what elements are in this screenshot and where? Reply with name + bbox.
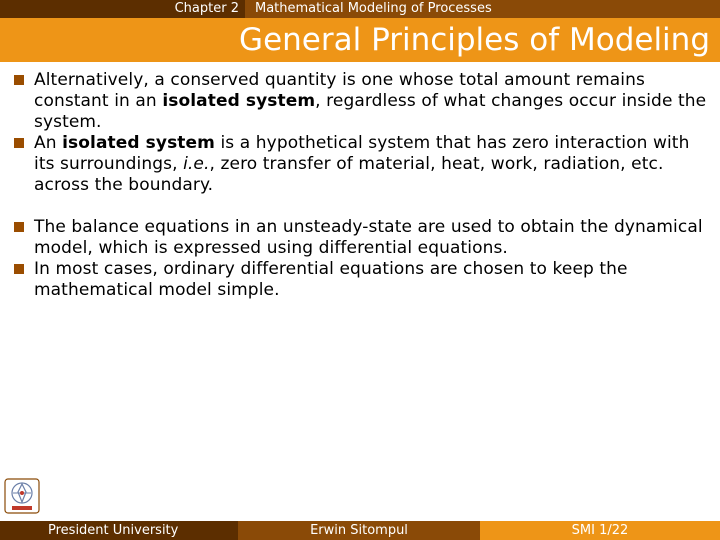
- header-bar: [0, 0, 720, 18]
- bullet-text: Alternatively, a conserved quantity is one whose total amount remains constant in an isolated system, regardless of what changes occur inside the system.: [34, 70, 707, 132]
- bullet-item: [14, 259, 714, 301]
- bullet-text: In most cases, ordinary differential equations are chosen to keep the mathematical model simple.: [34, 259, 628, 300]
- bullet-item: [14, 217, 714, 259]
- title-bar: [0, 18, 720, 62]
- chapter-label: Chapter 2: [0, 0, 245, 18]
- bullet-text: An isolated system is a hypothetical system that has zero interaction with its surroundings, i.e., zero transfer of material, heat, work, radiation, etc. across the boundary.: [34, 133, 690, 195]
- footer-institution: President University: [0, 521, 238, 540]
- bullet-square-icon: [14, 75, 24, 85]
- bullet-square-icon: [14, 138, 24, 148]
- course-title: Mathematical Modeling of Processes: [245, 0, 720, 18]
- footer-author: Erwin Sitompul: [238, 521, 480, 540]
- bullet-item: [14, 70, 714, 133]
- footer-bar: [0, 521, 720, 540]
- spacer: [14, 196, 714, 217]
- bullet-text: The balance equations in an unsteady-state are used to obtain the dynamical model, which is expressed using differential equations.: [34, 217, 703, 258]
- bullet-item: [14, 133, 714, 196]
- bullet-square-icon: [14, 264, 24, 274]
- bullet-square-icon: [14, 222, 24, 232]
- footer-page: SMI 1/22: [480, 521, 720, 540]
- slide-title: General Principles of Modeling: [239, 22, 710, 58]
- slide-content: [14, 70, 714, 301]
- president-university-logo-icon: [4, 478, 40, 516]
